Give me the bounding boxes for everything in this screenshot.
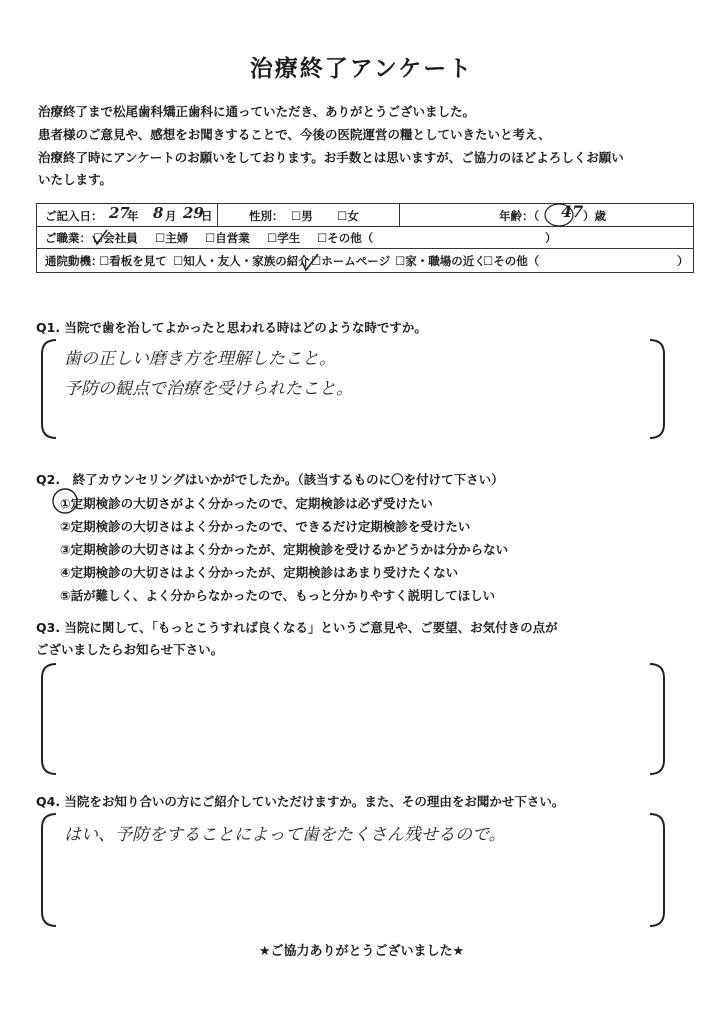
q4-answer[interactable]: はい、予防をすることによって歯をたくさん残せるので。 — [64, 825, 506, 845]
q2-option-4[interactable]: ④定期検診の大切さはよく分かったが、定期検診はあまり受けたくない — [60, 565, 459, 580]
left-bracket-icon — [42, 664, 56, 774]
selected-option-circle-icon — [50, 486, 80, 516]
date-day-value[interactable]: 29 — [183, 204, 204, 222]
left-bracket-icon — [42, 340, 56, 438]
page-title: 治療終了アンケート — [249, 56, 474, 82]
reason-signboard-checkbox[interactable]: ☐看板を見て — [99, 254, 167, 268]
thank-you-footer: ★ご協力ありがとうございました★ — [258, 944, 465, 959]
q3-label-line-1: Q3. 当院に関して、「もっとこうすれば良くなる」というご意見や、ご要望、お気付きの点が — [36, 620, 558, 635]
date-month-unit: 月 — [165, 209, 177, 223]
intro-line-1: 治療終了まで松尾歯科矯正歯科に通っていただき、ありがとうございました。 — [38, 104, 476, 119]
gender-female-checkbox[interactable]: ☐女 — [337, 209, 359, 223]
occupation-label: ご職業： — [45, 231, 91, 245]
q2-option-2[interactable]: ②定期検診の大切さはよく分かったので、できるだけ定期検診を受けたい — [60, 519, 471, 534]
date-day-unit: 日 — [201, 209, 213, 223]
intro-line-4: いたします。 — [38, 172, 113, 187]
intro-line-2: 患者様のご意見や、感想をお聞きすることで、今後の医院運営の糧としていきたいと考え、 — [38, 127, 551, 142]
job-self-employed-checkbox[interactable]: ☐自営業 — [205, 231, 250, 245]
q1-answer-line-1[interactable]: 歯の正しい磨き方を理解したこと。 — [64, 349, 336, 369]
q4-label: Q4. 当院をお知り合いの方にご紹介していただけますか。また、その理由をお聞かせ下さい。 — [36, 794, 565, 809]
check-mark-icon — [93, 230, 107, 244]
q2-label: Q2. 終了カウンセリングはいかがでしたか。（該当するものに〇を付けて下さい） — [36, 472, 504, 487]
job-other-close: ） — [545, 231, 557, 245]
q2-option-3[interactable]: ③定期検診の大切さはよく分かったが、定期検診を受けるかどうかは分からない — [60, 542, 509, 557]
q3-label-line-2: ございましたらお知らせ下さい。 — [36, 642, 224, 657]
age-value[interactable]: 47 — [561, 202, 584, 221]
date-label: ご記入日： — [45, 209, 103, 223]
date-year-value[interactable]: 27 — [109, 204, 130, 222]
left-bracket-icon — [42, 814, 56, 926]
reason-referral-checkbox[interactable]: ☐知人・友人・家族の紹介 — [173, 254, 310, 268]
gender-label: 性別： — [249, 209, 284, 223]
reason-homepage-checkbox[interactable]: ☐ホームページ — [311, 254, 391, 268]
q1-answer-line-2[interactable]: 予防の観点で治療を受けられたこと。 — [64, 379, 353, 399]
gender-male-checkbox[interactable]: ☐男 — [291, 209, 313, 223]
handwritten-marks — [0, 0, 723, 300]
q3-answer-box[interactable] — [38, 660, 668, 778]
q2-option-5[interactable]: ⑤話が難しく、よく分からなかったので、もっと分かりやすく説明してほしい — [60, 588, 496, 603]
right-bracket-icon — [650, 340, 664, 438]
check-mark-icon — [302, 254, 318, 270]
job-student-checkbox[interactable]: ☐学生 — [267, 231, 301, 245]
job-office-worker-checkbox[interactable]: ☐会社員 — [93, 231, 138, 245]
date-year-unit: 年 — [127, 209, 139, 223]
reason-near-home-checkbox[interactable]: ☐家・職場の近く — [395, 254, 486, 268]
right-bracket-icon — [650, 664, 664, 774]
age-unit: ）歳 — [583, 209, 606, 223]
visit-reason-label: 通院動機： — [45, 254, 103, 268]
job-other-checkbox[interactable]: ☐その他（ — [317, 231, 374, 245]
q2-option-1[interactable]: ①定期検診の大切さがよく分かったので、定期検診は必ず受けたい — [60, 496, 433, 511]
reason-other-checkbox[interactable]: ☐その他（ — [483, 254, 540, 268]
date-month-value[interactable]: 8 — [153, 204, 164, 222]
age-label: 年齢：（ — [499, 209, 540, 223]
right-bracket-icon — [650, 814, 664, 926]
q1-label: Q1. 当院で歯を治してよかったと思われる時はどのような時ですか。 — [36, 320, 427, 335]
job-homemaker-checkbox[interactable]: ☐主婦 — [155, 231, 189, 245]
intro-line-3: 治療終了時にアンケートのお願いをしております。お手数とは思いますが、ご協力のほどよろしくお願い — [38, 150, 624, 165]
reason-other-close: ） — [677, 254, 689, 268]
age-circle-icon — [545, 204, 573, 226]
